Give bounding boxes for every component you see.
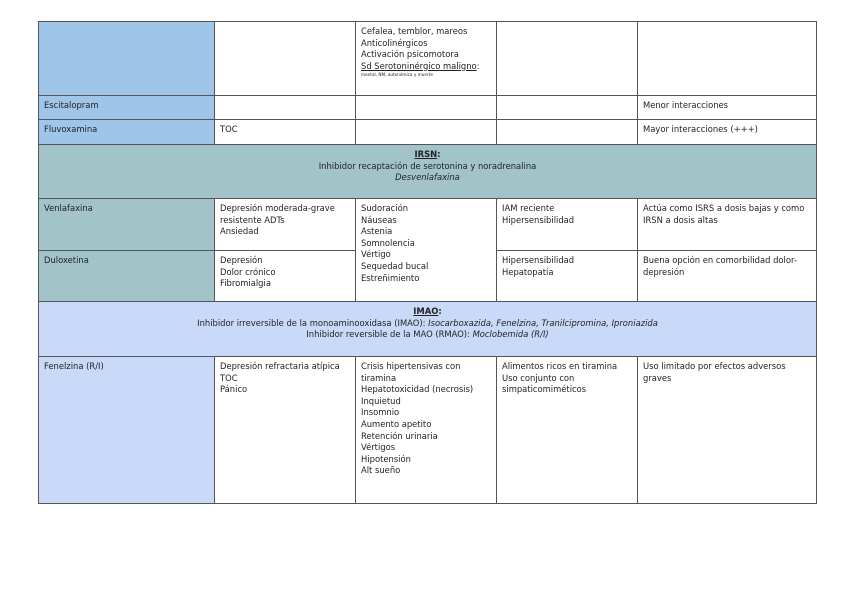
section-line-reversible: Inhibidor reversible de la MAO (RMAO): Moclobemida (R/I) [306,329,549,340]
table-row [39,120,817,145]
indication-cell: Depresión Dolor crónico Fibromialgia [215,251,356,302]
section-header-row [39,302,817,357]
table-row [39,22,817,96]
indication-cell [215,22,356,96]
drug-name-cell [39,22,215,96]
drug-table [38,21,817,504]
table-row [39,96,817,120]
notes-cell: Buena opción en comorbilidad dolor-depresión [638,251,817,302]
adverse-effects-cell: Cefalea, temblor, mareos Anticolinérgicos Activación psicomotora Sd Serotoninérgico maligno: mental, NM, autonómica y muerte [356,22,497,96]
adverse-effects-cell: Sudoración Náuseas Astenia Somnolencia Vértigo Sequedad bucal Estreñimiento [356,199,497,302]
serotonin-syndrome-note: mental, NM, autonómica y muerte [361,72,433,78]
table-row [39,357,817,504]
adverse-effects-cell [356,120,497,145]
adverse-effects-cell [356,96,497,120]
contraindication-cell: IAM reciente Hipersensibilidad [497,199,638,251]
notes-cell: Menor interacciones [638,96,817,120]
notes-cell: Actúa como ISRS a dosis bajas y como IRSN a dosis altas [638,199,817,251]
contraindication-cell [497,22,638,96]
section-subtitle: Inhibidor recaptación de serotonina y noradrenalina [318,160,537,171]
drug-name-cell: Venlafaxina [39,199,215,251]
section-header-row [39,145,817,199]
notes-cell: Mayor interacciones (+++) [638,120,817,145]
contraindication-cell: Alimentos ricos en tiramina Uso conjunto con simpaticomiméticos [497,357,638,504]
drug-name-cell: Fluvoxamina [39,120,215,145]
indication-cell: Depresión moderada-grave resistente ADTs Ansiedad [215,199,356,251]
section-title: IMAO [413,306,439,316]
irsn-section-header: IRSN: Inhibidor recaptación de serotonina y noradrenalina Desvenlafaxina [39,145,817,199]
drug-name-cell: Duloxetina [39,251,215,302]
indication-cell: TOC [215,120,356,145]
notes-cell: Uso limitado por efectos adversos graves [638,357,817,504]
drug-name-cell: Escitalopram [39,96,215,120]
notes-cell [638,22,817,96]
indication-cell: Depresión refractaria atípica TOC Pánico [215,357,356,504]
drug-name-cell: Fenelzina (R/I) [39,357,215,504]
serotonin-syndrome-label: Sd Serotoninérgico maligno [361,60,477,71]
section-drug: Desvenlafaxina [395,172,460,183]
contraindication-cell [497,96,638,120]
indication-cell [215,96,356,120]
imao-section-header: IMAO: Inhibidor irreversible de la monoaminooxidasa (IMAO): Isocarboxazida, Fenelzina, Tranilcipromina, Iproniazida Inhibidor reversible de la MAO (RMAO): Moclobemida (R/I) [39,302,817,357]
contraindication-cell [497,120,638,145]
section-title: IRSN [414,149,438,159]
section-line-irreversible: Inhibidor irreversible de la monoaminooxidasa (IMAO): Isocarboxazida, Fenelzina, Tranilcipromina, Iproniazida [197,317,658,328]
adverse-effects-cell: Crisis hipertensivas con tiramina Hepatotoxicidad (necrosis) Inquietud Insomnio Aumento apetito Retención urinaria Vértigos Hipotensión Alt sueño [356,357,497,504]
contraindication-cell: Hipersensibilidad Hepatopatía [497,251,638,302]
table-row [39,199,817,251]
